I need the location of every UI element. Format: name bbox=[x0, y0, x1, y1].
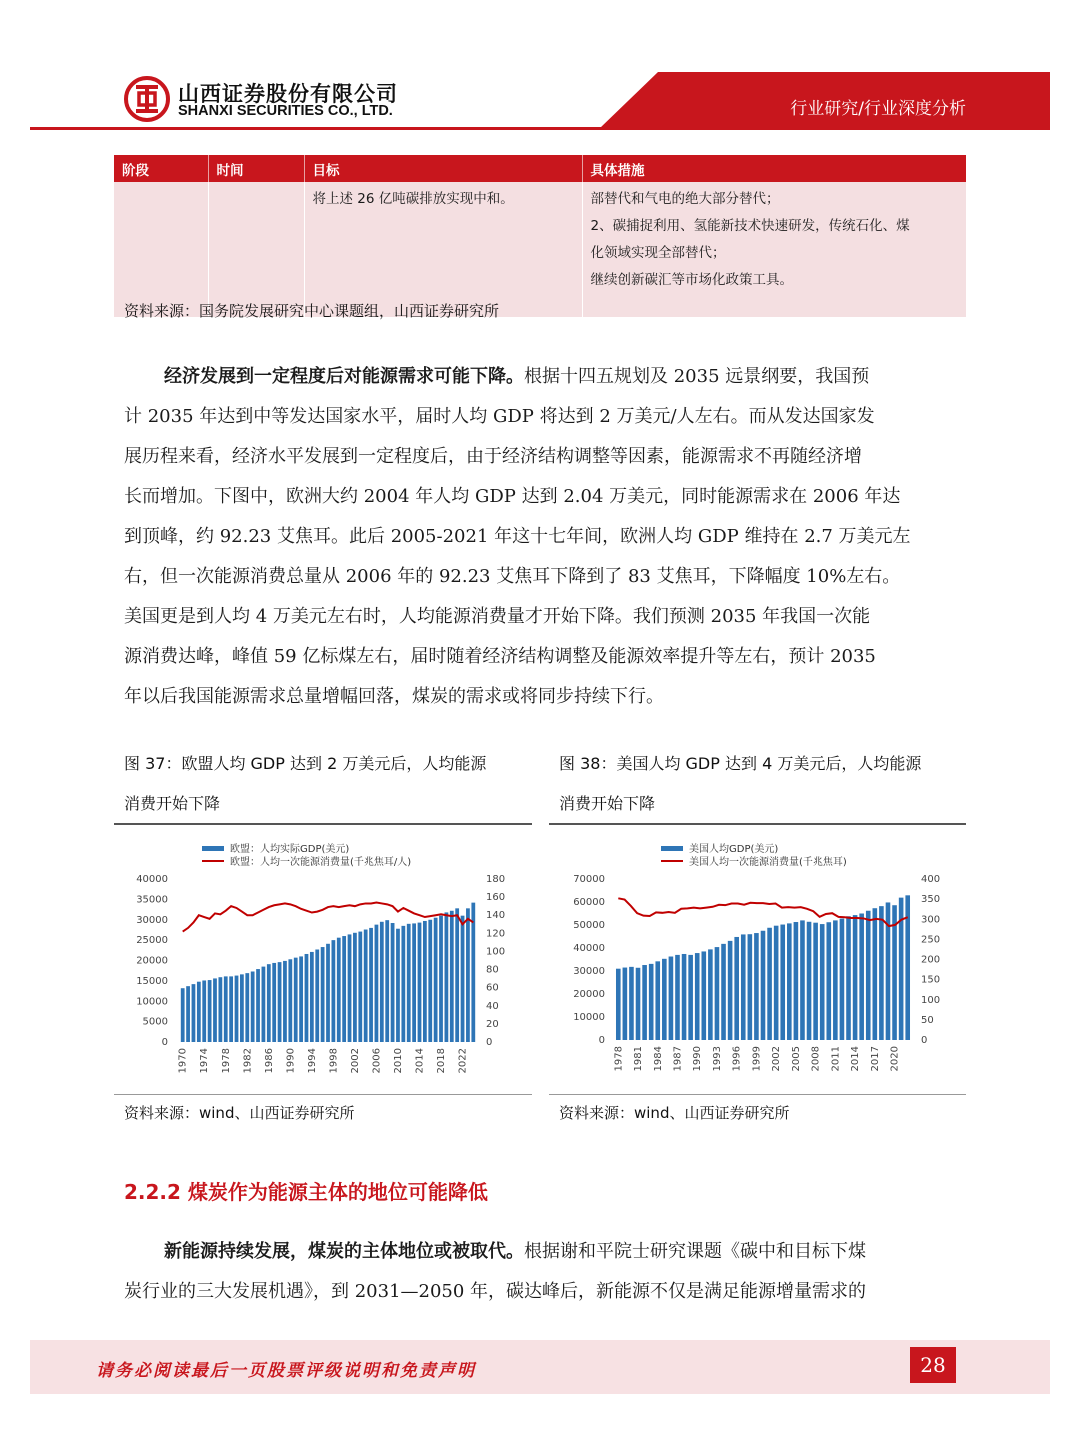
bar-mark bbox=[358, 932, 362, 1042]
legend-line-label: 欧盟：人均一次能源消费量(千兆焦耳/人) bbox=[230, 857, 412, 868]
y-right-tick-label: 100 bbox=[921, 994, 941, 1006]
table-row bbox=[114, 182, 966, 317]
bar-mark bbox=[288, 959, 292, 1042]
y-right-tick-label: 40 bbox=[486, 1000, 499, 1012]
bar-mark bbox=[262, 967, 266, 1042]
y-left-tick-label: 40000 bbox=[573, 943, 605, 954]
page-header bbox=[0, 0, 1080, 140]
bar-mark bbox=[428, 920, 432, 1042]
cell-stage bbox=[114, 182, 208, 317]
footer-disclaimer: 请务必阅读最后一页股票评级说明和免责声明 bbox=[96, 1361, 476, 1381]
measure-line: 2、碳捕捉利用、氢能新技术快速研发，传统石化、煤 bbox=[590, 218, 910, 234]
bar-mark bbox=[471, 903, 475, 1042]
bar-mark bbox=[669, 957, 674, 1040]
bar-mark bbox=[774, 926, 779, 1040]
y-left-tick-label: 40000 bbox=[136, 874, 168, 885]
y-right-tick-label: 0 bbox=[486, 1037, 493, 1048]
bar-mark bbox=[439, 916, 443, 1042]
report-category: 行业研究/行业深度分析 bbox=[790, 99, 966, 119]
bar-mark bbox=[256, 969, 260, 1042]
bar-mark bbox=[807, 922, 812, 1040]
paragraph-text: 根据十四五规划及 2035 远景纲要，我国预 bbox=[524, 366, 870, 387]
bar-mark bbox=[629, 967, 634, 1040]
bar-mark bbox=[407, 924, 411, 1042]
figure-caption-line: 图 37：欧盟人均 GDP 达到 2 万美元后，人均能源 bbox=[124, 754, 487, 773]
bar-mark bbox=[423, 921, 427, 1042]
y-right-tick-label: 20 bbox=[486, 1018, 499, 1030]
y-right-tick-label: 0 bbox=[921, 1035, 928, 1046]
x-tick-label: 1981 bbox=[633, 1046, 645, 1072]
x-tick-label: 2011 bbox=[830, 1046, 842, 1072]
bar-mark bbox=[748, 934, 753, 1040]
bar-mark bbox=[840, 919, 845, 1040]
legend-bar-label: 欧盟：人均实际GDP(美元) bbox=[230, 844, 350, 855]
bar-mark bbox=[434, 918, 438, 1042]
bar-mark bbox=[761, 931, 766, 1040]
paragraph-text: 根据谢和平院士研究课题《碳中和目标下煤 bbox=[524, 1241, 866, 1262]
cell-measures bbox=[582, 182, 966, 317]
bar-mark bbox=[412, 923, 416, 1042]
bar-mark bbox=[859, 914, 864, 1041]
x-tick-label: 1994 bbox=[306, 1048, 318, 1074]
bar-mark bbox=[332, 940, 336, 1042]
paragraph-line: 到顶峰，约 92.23 艾焦耳。此后 2005-2021 年这十七年间，欧洲人均 GDP 维持在 2.7 万美元左 bbox=[124, 526, 911, 547]
y-right-tick-label: 160 bbox=[486, 892, 506, 904]
x-tick-label: 1986 bbox=[263, 1048, 275, 1074]
bar-mark bbox=[767, 928, 772, 1040]
bar-mark bbox=[251, 972, 255, 1043]
paragraph-line: 炭行业的三大发展机遇》，到 2031—2050 年，碳达峰后，新能源不仅是满足能源增量需求的 bbox=[124, 1281, 867, 1302]
bar-mark bbox=[820, 924, 825, 1040]
x-tick-label: 2014 bbox=[850, 1046, 862, 1072]
bar-mark bbox=[721, 944, 726, 1040]
x-tick-label: 1999 bbox=[751, 1046, 763, 1072]
paragraph-line: 美国更是到人均 4 万美元左右时，人均能源消费量才开始下降。我们预测 2035 年我国一次能 bbox=[124, 606, 871, 627]
y-right-tick-label: 60 bbox=[486, 982, 499, 994]
x-tick-label: 2014 bbox=[414, 1048, 426, 1074]
bar-mark bbox=[235, 976, 239, 1042]
bar-mark bbox=[826, 922, 831, 1040]
figure-38-source: 资料来源：wind、山西证券研究所 bbox=[559, 1104, 790, 1122]
bar-mark bbox=[364, 930, 368, 1042]
col-header-measures: 具体措施 bbox=[582, 155, 966, 182]
x-tick-label: 1987 bbox=[672, 1046, 684, 1072]
x-tick-label: 2002 bbox=[771, 1046, 783, 1072]
bar-mark bbox=[662, 959, 667, 1040]
y-left-tick-label: 35000 bbox=[136, 894, 168, 906]
bar-mark bbox=[833, 920, 838, 1040]
paragraph-line: 年以后我国能源需求总量增幅回落，煤炭的需求或将同步持续下行。 bbox=[124, 686, 664, 707]
x-tick-label: 1993 bbox=[711, 1046, 723, 1072]
y-right-tick-label: 50 bbox=[921, 1014, 934, 1026]
bar-mark bbox=[375, 925, 379, 1042]
legend-line-label: 美国人均一次能源消费量(千兆焦耳) bbox=[689, 857, 847, 868]
y-left-tick-label: 15000 bbox=[136, 975, 168, 987]
paragraph-line: 右，但一次能源消费总量从 2006 年的 92.23 艾焦耳下降到了 83 艾焦耳，下降幅度 10%左右。 bbox=[124, 566, 901, 587]
x-tick-label: 1990 bbox=[285, 1048, 297, 1074]
bar-mark bbox=[283, 961, 287, 1042]
col-header-stage: 阶段 bbox=[114, 155, 208, 182]
bar-mark bbox=[240, 974, 244, 1042]
x-tick-label: 2018 bbox=[436, 1048, 448, 1074]
bar-mark bbox=[337, 938, 341, 1042]
figure-caption-line: 图 38：美国人均 GDP 达到 4 万美元后，人均能源 bbox=[559, 754, 922, 773]
bar-mark bbox=[267, 964, 271, 1042]
y-right-tick-label: 150 bbox=[921, 974, 941, 986]
paragraph-lead: 经济发展到一定程度后对能源需求可能下降。 bbox=[164, 366, 524, 387]
paragraph-line: 源消费达峰，峰值 59 亿标煤左右，届时随着经济结构调整及能源效率提升等左右，预计 2035 bbox=[124, 646, 876, 667]
legend-bar-swatch bbox=[202, 846, 224, 851]
y-right-tick-label: 180 bbox=[486, 874, 506, 885]
y-left-tick-label: 60000 bbox=[573, 897, 605, 908]
paragraph-coal-status bbox=[124, 1232, 960, 1312]
header-divider bbox=[30, 127, 1050, 130]
figure-37-source: 资料来源：wind、山西证券研究所 bbox=[124, 1104, 355, 1122]
bar-mark bbox=[866, 911, 871, 1040]
y-left-tick-label: 50000 bbox=[573, 920, 605, 931]
x-tick-label: 2010 bbox=[392, 1048, 404, 1074]
y-left-tick-label: 10000 bbox=[136, 996, 168, 1008]
paragraph-line: 展历程来看，经济水平发展到一定程度后，由于经济结构调整等因素，能源需求不再随经济增 bbox=[124, 446, 862, 467]
bar-mark bbox=[800, 920, 805, 1040]
y-left-tick-label: 0 bbox=[161, 1037, 168, 1048]
y-left-tick-label: 70000 bbox=[573, 874, 605, 885]
x-tick-label: 2008 bbox=[810, 1046, 822, 1072]
bar-mark bbox=[245, 973, 249, 1042]
x-tick-label: 1990 bbox=[692, 1046, 704, 1072]
bar-mark bbox=[741, 934, 746, 1040]
legend-bar-label: 美国人均GDP(美元) bbox=[689, 844, 779, 855]
table-source: 资料来源：国务院发展研究中心课题组，山西证券研究所 bbox=[124, 302, 500, 320]
bar-mark bbox=[688, 955, 693, 1040]
bar-mark bbox=[873, 908, 878, 1040]
legend-bar-swatch bbox=[661, 846, 683, 851]
figure-37-bottom-rule bbox=[114, 1094, 532, 1095]
carbon-plan-table bbox=[114, 155, 966, 317]
bar-mark bbox=[299, 956, 303, 1042]
bar-mark bbox=[272, 963, 276, 1042]
y-left-tick-label: 10000 bbox=[573, 1012, 605, 1023]
bar-mark bbox=[342, 936, 346, 1042]
bar-mark bbox=[305, 954, 309, 1042]
company-name-cn: 山西证券股份有限公司 bbox=[178, 82, 398, 106]
figure-37-caption bbox=[124, 744, 486, 824]
bar-mark bbox=[186, 986, 190, 1042]
bar-mark bbox=[310, 952, 314, 1042]
cell-time bbox=[208, 182, 304, 317]
bar-mark bbox=[385, 920, 389, 1042]
bar-mark bbox=[181, 988, 185, 1042]
y-right-tick-label: 300 bbox=[921, 914, 941, 926]
x-tick-label: 2006 bbox=[371, 1048, 383, 1074]
bar-mark bbox=[675, 955, 680, 1040]
col-header-time: 时间 bbox=[208, 155, 304, 182]
bar-mark bbox=[208, 980, 212, 1042]
bar-mark bbox=[636, 968, 641, 1040]
x-tick-label: 1974 bbox=[199, 1048, 211, 1074]
paragraph-line: 计 2035 年达到中等发达国家水平，届时人均 GDP 将达到 2 万美元/人左右。而从发达国家发 bbox=[124, 406, 875, 427]
x-tick-label: 1978 bbox=[220, 1048, 232, 1074]
company-name-en: SHANXI SECURITIES CO., LTD. bbox=[178, 103, 393, 119]
bar-mark bbox=[466, 908, 470, 1042]
paragraph-line bbox=[124, 1232, 960, 1272]
y-left-tick-label: 5000 bbox=[142, 1016, 168, 1028]
y-left-tick-label: 25000 bbox=[136, 935, 168, 947]
bar-mark bbox=[649, 964, 654, 1040]
bar-mark bbox=[655, 961, 660, 1040]
bar-mark bbox=[455, 908, 459, 1042]
y-right-tick-label: 250 bbox=[921, 934, 941, 946]
bar-mark bbox=[461, 916, 465, 1042]
figure-37-chart bbox=[114, 830, 532, 1090]
measure-line: 继续创新碳汇等市场化政策工具。 bbox=[590, 272, 793, 288]
figure-38-caption bbox=[559, 744, 921, 824]
figure-37-top-rule bbox=[114, 823, 532, 825]
x-tick-label: 1982 bbox=[242, 1048, 254, 1074]
bar-mark bbox=[780, 925, 785, 1040]
bar-mark bbox=[682, 954, 687, 1040]
x-tick-label: 2020 bbox=[889, 1046, 901, 1072]
bar-mark bbox=[642, 965, 647, 1040]
bar-mark bbox=[278, 962, 282, 1042]
figure-caption-line: 消费开始下降 bbox=[559, 794, 656, 813]
bar-mark bbox=[728, 941, 733, 1040]
x-tick-label: 1998 bbox=[328, 1048, 340, 1074]
y-right-tick-label: 200 bbox=[921, 954, 941, 966]
measure-line: 部替代和气电的绝大部分替代； bbox=[590, 191, 780, 207]
x-tick-label: 2017 bbox=[869, 1046, 881, 1072]
x-tick-label: 1984 bbox=[652, 1046, 664, 1072]
figure-38-chart bbox=[549, 830, 966, 1090]
y-left-tick-label: 0 bbox=[598, 1035, 605, 1046]
y-left-tick-label: 20000 bbox=[573, 989, 605, 1000]
y-right-tick-label: 120 bbox=[486, 928, 506, 940]
bar-mark bbox=[616, 969, 621, 1040]
page-number: 28 bbox=[910, 1347, 956, 1383]
bar-mark bbox=[202, 980, 206, 1042]
bar-mark bbox=[315, 950, 319, 1043]
bar-mark bbox=[794, 922, 799, 1040]
bar-mark bbox=[445, 912, 449, 1042]
bar-mark bbox=[418, 923, 422, 1042]
y-right-tick-label: 350 bbox=[921, 894, 941, 906]
bar-mark bbox=[623, 968, 628, 1040]
figure-caption-line: 消费开始下降 bbox=[124, 794, 221, 813]
bar-mark bbox=[813, 923, 818, 1040]
section-title: 2.2.2 煤炭作为能源主体的地位可能降低 bbox=[124, 1180, 488, 1204]
bar-mark bbox=[708, 949, 713, 1040]
company-logo-icon bbox=[124, 76, 170, 122]
bar-mark bbox=[846, 916, 851, 1040]
y-right-tick-label: 400 bbox=[921, 874, 941, 885]
paragraph-energy-demand bbox=[124, 357, 960, 717]
col-header-goal: 目标 bbox=[304, 155, 582, 182]
x-tick-label: 1978 bbox=[613, 1046, 625, 1072]
bar-mark bbox=[715, 947, 720, 1040]
bar-mark bbox=[787, 923, 792, 1040]
y-right-tick-label: 100 bbox=[486, 946, 506, 958]
line-series-mark bbox=[618, 898, 907, 926]
bar-mark bbox=[192, 984, 196, 1042]
bar-mark bbox=[353, 933, 357, 1042]
bar-mark bbox=[321, 947, 325, 1042]
bar-mark bbox=[450, 911, 454, 1042]
bar-mark bbox=[853, 915, 858, 1040]
y-left-tick-label: 20000 bbox=[136, 955, 168, 967]
bar-mark bbox=[695, 953, 700, 1040]
cell-goal: 将上述 26 亿吨碳排放实现中和。 bbox=[304, 182, 582, 317]
bar-mark bbox=[754, 933, 759, 1040]
paragraph-lead: 新能源持续发展，煤炭的主体地位或被取代。 bbox=[164, 1241, 524, 1262]
bar-mark bbox=[224, 976, 228, 1042]
x-tick-label: 1970 bbox=[177, 1048, 189, 1074]
y-left-tick-label: 30000 bbox=[573, 966, 605, 977]
bar-mark bbox=[702, 951, 707, 1040]
bar-mark bbox=[391, 923, 395, 1042]
paragraph-line: 长而增加。下图中，欧洲大约 2004 年人均 GDP 达到 2.04 万美元，同时能源需求在 2006 年达 bbox=[124, 486, 901, 507]
x-tick-label: 2005 bbox=[790, 1046, 802, 1072]
bar-mark bbox=[229, 976, 233, 1042]
bar-mark bbox=[294, 958, 298, 1042]
x-tick-label: 2022 bbox=[457, 1048, 469, 1074]
y-right-tick-label: 140 bbox=[486, 910, 506, 922]
table-header-row bbox=[114, 155, 966, 182]
paragraph-line bbox=[124, 357, 960, 397]
bar-mark bbox=[380, 922, 384, 1042]
x-tick-label: 1996 bbox=[731, 1046, 743, 1072]
figure-38-top-rule bbox=[549, 823, 966, 825]
bar-mark bbox=[734, 937, 739, 1040]
measure-line: 化领域实现全部替代； bbox=[590, 245, 726, 261]
figure-38-bottom-rule bbox=[549, 1094, 966, 1095]
x-tick-label: 2002 bbox=[349, 1048, 361, 1074]
bar-mark bbox=[348, 934, 352, 1042]
bar-mark bbox=[326, 944, 330, 1042]
bar-mark bbox=[879, 906, 884, 1040]
bar-mark bbox=[369, 928, 373, 1042]
bar-mark bbox=[401, 926, 405, 1042]
y-left-tick-label: 30000 bbox=[136, 914, 168, 926]
bar-mark bbox=[396, 929, 400, 1042]
bar-mark bbox=[213, 978, 217, 1042]
y-right-tick-label: 80 bbox=[486, 964, 499, 976]
bar-mark bbox=[197, 982, 201, 1042]
bar-mark bbox=[218, 977, 222, 1042]
